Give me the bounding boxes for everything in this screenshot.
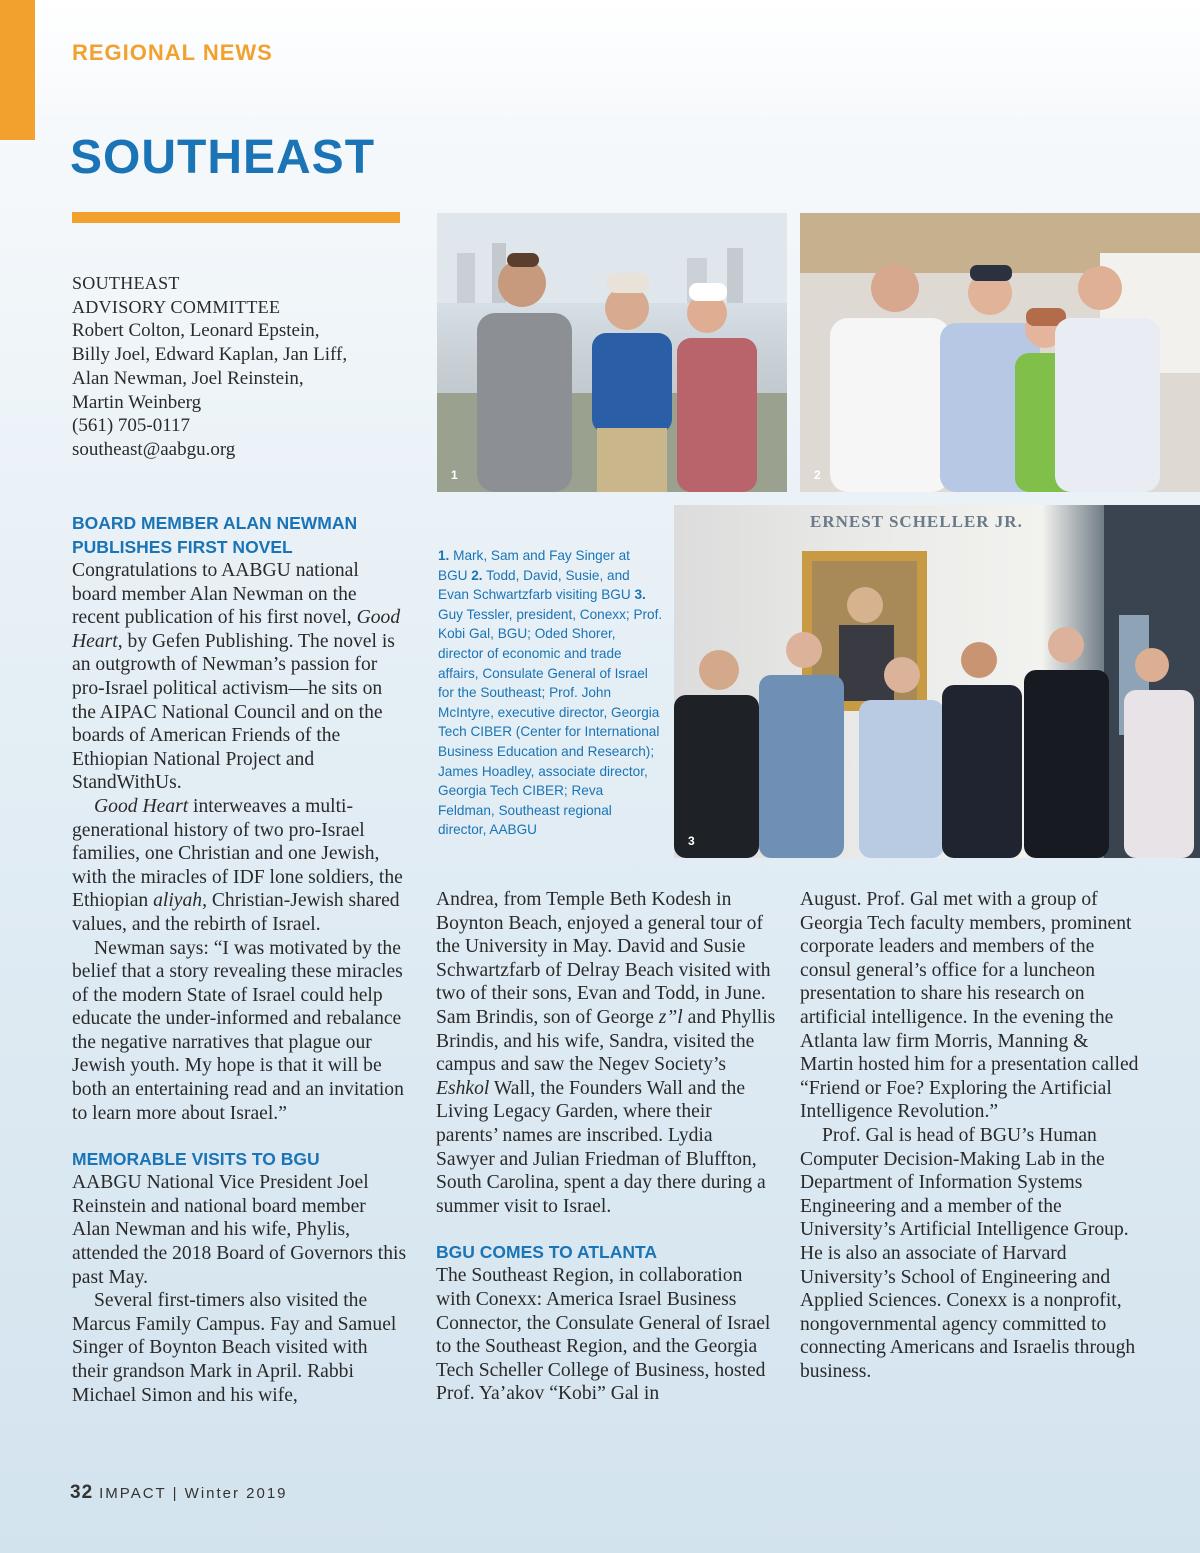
photo-group-seven-people-portrait-icon [674, 505, 1200, 858]
section-kicker: REGIONAL NEWS [72, 40, 273, 65]
article-paragraph [72, 795, 407, 937]
column-1 [72, 511, 407, 1407]
article-heading: MEMORABLE VISITS TO BGU [72, 1149, 320, 1170]
text-run: interweaves a multi-generational history of two pro-Israel families, one Christian and one Jewish, with the miracles of IDF lone soldiers, the Ethiopian [72, 795, 403, 912]
book-title: Good Heart [94, 795, 189, 817]
article-paragraph [72, 937, 407, 1126]
committee-member-line: Martin Weinberg [72, 391, 202, 413]
article-paragraph [72, 559, 407, 795]
caption-text-2: Todd, David, Susie, and Evan Schwartzfarb visiting BGU [438, 567, 635, 603]
advisory-committee [72, 272, 402, 462]
caption-number-3: 3. [634, 587, 646, 603]
text-run: Christian-Jewish shared values, and the rebirth of Israel. [72, 890, 400, 935]
book-title: Good Heart [72, 607, 401, 652]
italic-term: Eshkol [436, 1077, 490, 1099]
committee-member-line: Alan Newman, Joel Reinstein, [72, 367, 304, 389]
page-number: 32 [70, 1482, 94, 1503]
photo-group-four-people-icon [800, 213, 1200, 492]
page-footer [70, 1482, 288, 1504]
caption-text-3: Guy Tessler, president, Conexx; Prof. Kobi Gal, BGU; Oded Shorer, director of economic and trade affairs, Consulate General of Israel for the Southeast; Prof. John McIntyre, executive director, Georgia Tech CIBER (Center for International Business Education and Research); James Hoadley, associate director, Georgia Tech CIBER; Reva Feldman, Southeast regional director, AABGU [438, 606, 663, 838]
column-2 [436, 888, 776, 1406]
photo-number: 1 [451, 468, 458, 482]
italic-term: aliyah, [153, 890, 207, 912]
caption-text-1: Mark, Sam and Fay Singer at BGU [438, 548, 630, 583]
photo-caption [438, 546, 663, 840]
column-3 [800, 888, 1145, 1383]
photo-3 [674, 505, 1200, 858]
text-run: Several first-timers also visited the Marcus Family Campus. Fay and Samuel Singer of Boynton Beach visited with their grandson Mark in April. Rabbi Michael Simon and his wife, [72, 1290, 397, 1406]
text-run: Congratulations to AABGU national board member Alan Newman on the recent publication of his first novel, [72, 560, 359, 629]
photo-group-three-people-icon [437, 213, 787, 492]
italic-term: z”l [658, 1006, 683, 1028]
photo-number: 2 [814, 468, 821, 482]
committee-member-line: Robert Colton, Leonard Epstein, [72, 320, 320, 342]
article-heading [72, 511, 407, 559]
text-run: , by Gefen Publishing. The novel is an outgrowth of Newman’s passion for pro-Israel political activism—he sits on the AIPAC National Council and on the boards of American Friends of the Ethiopian National Project and StandWithUs. [72, 630, 395, 794]
committee-heading: ADVISORY COMMITTEE [72, 296, 281, 317]
article-paragraph [72, 1289, 407, 1407]
caption-number-1: 1. [438, 548, 450, 563]
photo-1 [437, 213, 787, 492]
page-title: SOUTHEAST [70, 131, 376, 184]
photo-2 [800, 213, 1200, 492]
article-heading-line: BOARD MEMBER ALAN NEWMAN [72, 513, 358, 533]
title-rule [72, 212, 400, 223]
text-run: and Phyllis Brindis, and his wife, Sandra, visited the campus and saw the Negev Society’s [436, 1006, 776, 1076]
article-heading: BGU COMES TO ATLANTA [436, 1242, 658, 1263]
committee-region: SOUTHEAST [72, 273, 180, 293]
text-run: Newman says: “I was motivated by the belief that a story revealing these miracles of the modern State of Israel could help educate the under-informed and rebalance the negative narratives that plague our Jewish youth. My hope is that it will be both an entertaining read and an invitation to learn more about Israel.” [72, 937, 404, 1124]
article-paragraph: August. Prof. Gal met with a group of Georgia Tech faculty members, prominent corporate leaders and members of the consul general’s office for a luncheon presentation to share his research on artificial intelligence. In the evening the Atlanta law firm Morris, Manning & Martin hosted him for a presentation called “Friend or Foe? Exploring the Artificial Intelligence Revolution.” [800, 889, 1139, 1123]
committee-email[interactable]: southeast@aabgu.org [72, 438, 236, 460]
portrait-name-sign: ERNEST SCHELLER JR. [810, 512, 1023, 531]
accent-bar [0, 0, 35, 140]
photo-number: 3 [688, 834, 695, 848]
text-run: Prof. Gal is head of BGU’s Human Computer Decision-Making Lab in the Department of Information Systems Engineering and a member of the University’s Artificial Intelligence Group. He is also an associate of Harvard University’s School of Engineering and Applied Sciences. Conexx is a nonprofit, nongovernmental agency committed to connecting Americans and Israelis through business. [800, 1124, 1136, 1382]
caption-number-2: 2. [471, 567, 483, 583]
publication-name: IMPACT | Winter 2019 [99, 1485, 288, 1502]
text-run: Wall, the Founders Wall and the Living Legacy Garden, where their parents’ names are inscribed. Lydia Sawyer and Julian Friedman of Bluffton, South Carolina, spent a day there during a summer visit to Israel. [436, 1077, 766, 1217]
committee-member-line: Billy Joel, Edward Kaplan, Jan Liff, [72, 344, 348, 366]
article-paragraph [436, 888, 776, 1218]
article-paragraph [800, 1124, 1145, 1384]
article-paragraph: AABGU National Vice President Joel Reinstein and national board member Alan Newman and his wife, Phylis, attended the 2018 Board of Governors this past May. [72, 1172, 407, 1288]
text-run: Andrea, from Temple Beth Kodesh in Boynton Beach, enjoyed a general tour of the University in May. David and Susie Schwartzfarb of Delray Beach visited with two of their sons, Evan and Todd, in June. Sam Brindis, son of George [436, 889, 771, 1028]
article-heading-line: PUBLISHES FIRST NOVEL [72, 537, 293, 557]
article-paragraph: The Southeast Region, in collaboration with Conexx: America Israel Business Connector, the Consulate General of Israel to the Southeast Region, and the Georgia Tech Scheller College of Business, hosted Prof. Ya’akov “Kobi” Gal in [436, 1265, 771, 1405]
committee-phone: (561) 705-0117 [72, 415, 191, 437]
